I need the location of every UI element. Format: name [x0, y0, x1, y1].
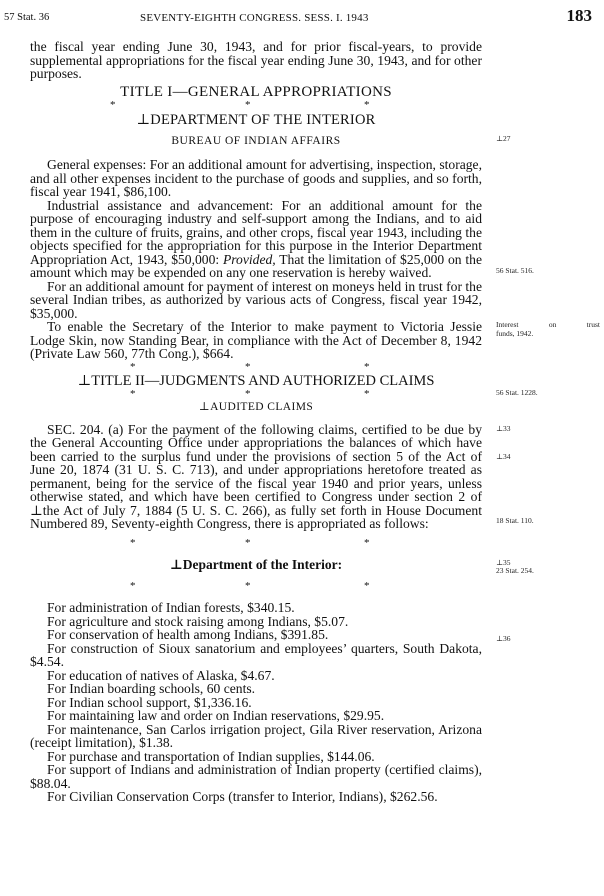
margin-note-interest-trust: Interest on trust funds, 1942. [496, 320, 600, 338]
claim-item: For support of Indians and administration of Indian property (certified claims), $88.04. [30, 762, 482, 791]
department-heading: ⊥DEPARTMENT OF THE INTERIOR [136, 112, 376, 128]
bureau-heading: BUREAU OF INDIAN AFFAIRS [171, 134, 341, 147]
general-expenses-paragraph: General expenses: For an additional amount for advertising, inspection, storage, and all other expenses incident to the purchase of goods and supplies, and so forth, fiscal year 1941, $86,100. [30, 157, 482, 199]
audited-claims-heading: ⊥AUDITED CLAIMS [198, 401, 314, 413]
header-stat-citation: 57 Stat. 36 [4, 12, 50, 23]
section-204-paragraph: SEC. 204. (a) For the payment of the following claims, certified to be due by the General Accounting Office under appropriations the balances of which have been carried to the surplus fund under the provisions of section 5 of the Act of June 20, 1874 (31 U. S. C. 713), and under appropriations heretofore treated as permanent, being for the service of the fiscal year 1940 and prior years, unless otherwise stated, and which have been certified to Congress under section 2 of ⊥the Act of July 7, 1884 (5 U. S. C. 266), as fully set forth in House Document Numbered 89, Seventy-eighth Congress, there is appropriated as follows: [30, 421, 482, 531]
margin-note-56-stat-1228: 56 Stat. 1228. [496, 388, 538, 397]
claim-item: For agriculture and stock raising among Indians, $5.07. [47, 613, 349, 629]
claim-item: For construction of Sioux sanatorium and employees’ quarters, South Dakota, $4.54. [30, 640, 482, 669]
intro-paragraph: the fiscal year ending June 30, 1943, and for prior fiscal-years, to provide supplemental appropriations for the fiscal year ending June 30, 1943, and for other purposes. [30, 39, 482, 81]
header-running-title: SEVENTY-EIGHTH CONGRESS. SESS. I. 1943 [140, 12, 369, 24]
section-break-stars: * * * [110, 99, 370, 111]
section-break-stars: * * * [130, 536, 370, 549]
title-i-heading: TITLE I—GENERAL APPROPRIATIONS [120, 83, 392, 100]
margin-note-27: ⊥27 [496, 134, 511, 143]
section-break-stars: * * * [130, 360, 370, 373]
claim-item: For Indian school support, $1,336.16. [47, 694, 252, 710]
section-break-stars: * * * [130, 388, 370, 400]
margin-note-23-stat-254: 23 Stat. 254. [496, 566, 534, 575]
margin-note-34: ⊥34 [496, 452, 511, 461]
skin-payment-paragraph: To enable the Secretary of the Interior to make payment to Victoria Jessie Lodge Skin, now Standing Bear, in compliance with the Act of December 8, 1942 (Private Law 560, 77th Cong.), $664. [30, 319, 482, 361]
claim-item: For purchase and transportation of Indian supplies, $144.06. [47, 748, 375, 764]
industrial-assistance-paragraph: Industrial assistance and advancement: For an additional amount for the purpose of encouraging industry and self-support among the Indians, and to aid them in the culture of fruits, grains, and other crops, fiscal year 1943, including the objects specified for the appropriation for this purpose in the Interior Department Appropriation Act, 1943, $50,000: Provided, That the limitation of $25,000 on the amount which may be expended on any one reservation is hereby waived. [30, 197, 482, 280]
claim-item: For Civilian Conservation Corps (transfer to Interior, Indians), $262.56. [47, 789, 438, 804]
margin-note-35: ⊥35 [496, 558, 511, 567]
claim-item: For maintaining law and order on Indian reservations, $29.95. [47, 708, 385, 723]
claim-item: For conservation of health among Indians, $391.85. [47, 627, 329, 642]
page-body [30, 40, 482, 804]
section-break-stars: * * * [130, 580, 370, 592]
margin-note-56-stat-516: 56 Stat. 516. [496, 266, 534, 275]
claim-item: For Indian boarding schools, 60 cents. [47, 681, 256, 696]
margin-note-36: ⊥36 [496, 634, 511, 643]
claim-item: For education of natives of Alaska, $4.67. [47, 667, 275, 683]
claim-item: For administration of Indian forests, $340.15. [47, 600, 295, 615]
department-subheading: ⊥Department of the Interior: [169, 556, 343, 572]
page-number: 183 [566, 6, 592, 25]
margin-note-18-stat-110: 18 Stat. 110. [496, 516, 534, 525]
title-ii-heading: ⊥TITLE II—JUDGMENTS AND AUTHORIZED CLAIMS [77, 372, 435, 389]
interest-paragraph: For an additional amount for payment of interest on moneys held in trust for the several Indian tribes, as authorized by various acts of Congress, fiscal year 1942, $35,000. [30, 278, 482, 321]
margin-note-33: ⊥33 [496, 424, 511, 433]
claim-item: For maintenance, San Carlos irrigation project, Gila River reservation, Arizona (receipt limitation), $1.38. [30, 721, 482, 750]
